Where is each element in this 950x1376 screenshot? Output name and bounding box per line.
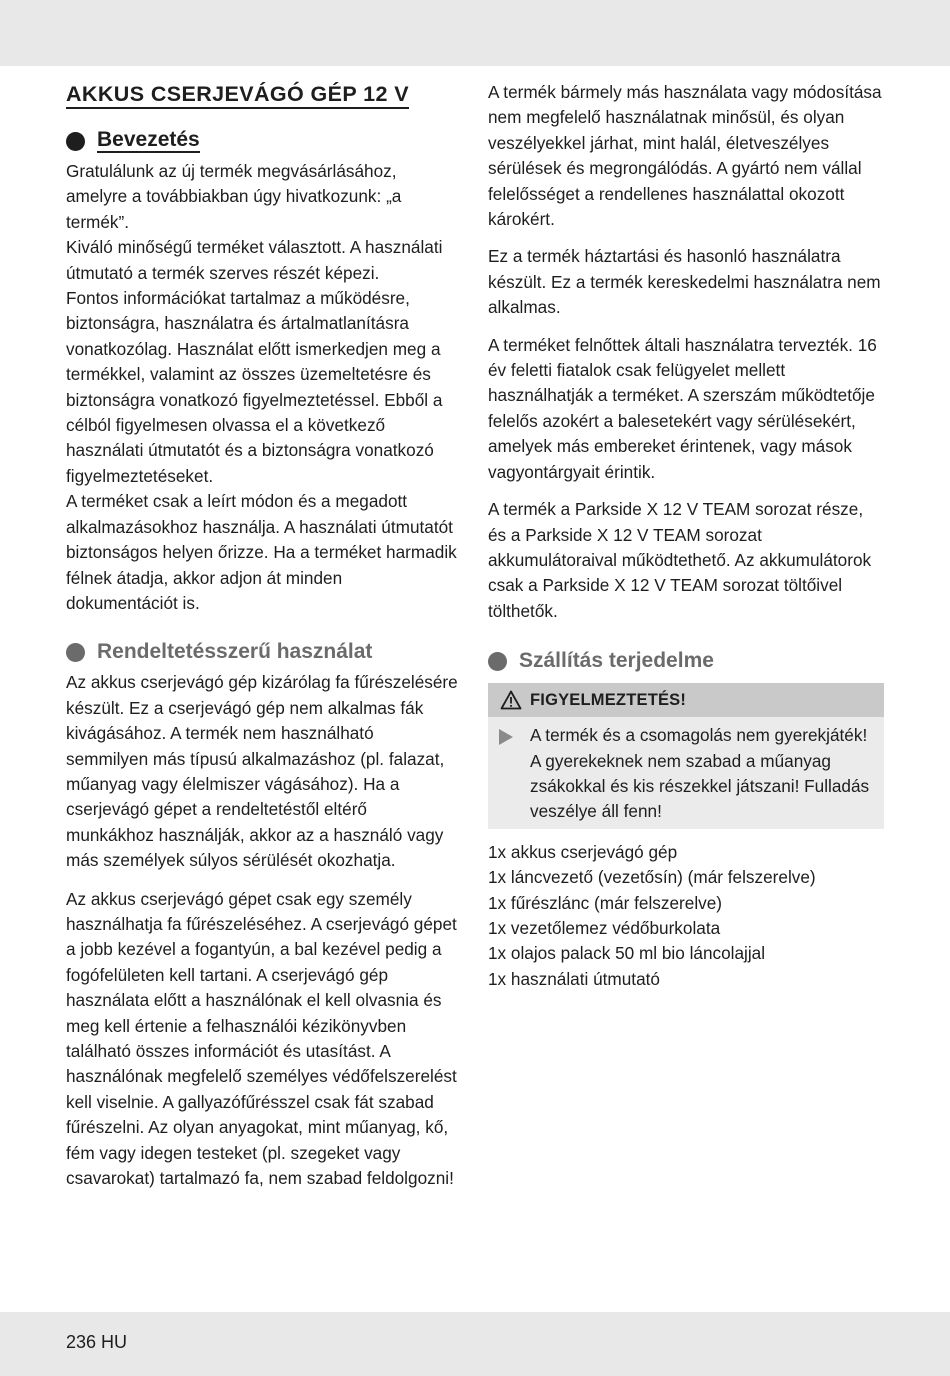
right-column	[488, 80, 884, 992]
section-heading-intro: Bevezetés	[66, 129, 458, 153]
bullet-dot-icon	[488, 652, 507, 671]
list-item: 1x akkus cserjevágó gép	[488, 841, 678, 862]
intended-use-paragraph-1: Az akkus cserjevágó gép kizárólag fa fűrészelésére készült. Ez a cserjevágó gép nem alkalmas fák kivágásához. A termék nem használható semmilyen más típusú alkalmazáshoz (pl. falazat, műanyag vagy élelmiszer vágásához). Ha a cserjevágó gépet a rendeltetéstől eltérő munkákhoz használják, akkor az a használó vagy más személyek súlyos sérülését okozhatja.	[66, 672, 458, 871]
page-number: 236 HU	[66, 1332, 128, 1352]
warning-header	[488, 683, 884, 717]
warning-title: FIGYELMEZTETÉS!	[530, 690, 687, 709]
bullet-dot-icon	[66, 643, 85, 662]
list-item: 1x láncvezető (vezetősín) (már felszerelve)	[488, 867, 816, 888]
delivery-list	[488, 840, 884, 992]
battery-paragraph: A termék a Parkside X 12 V TEAM sorozat része, és a Parkside X 12 V TEAM sorozat akkumulátoraival működtethető. Az akkumulátorok csak a Parkside X 12 V TEAM sorozat töltőivel tölthetők.	[488, 499, 872, 621]
bullet-dot-icon	[66, 132, 85, 151]
section-heading-delivery: Szállítás terjedelme	[488, 649, 884, 673]
misuse-paragraph: A termék bármely más használata vagy módosítása nem megfelelő használatnak minősül, és olyan veszélyekkel járhat, mint halál, életveszélyes sérülések és megrongálódás. A gyártó nem vállal felelősséget a rendellenes használattal okozott károkért.	[488, 82, 882, 230]
warning-triangle-icon	[500, 690, 522, 710]
footer-band	[0, 1312, 950, 1376]
section-heading-intended-use: Rendeltetésszerű használat	[66, 640, 458, 664]
intro-paragraph: Gratulálunk az új termék megvásárlásához, amelyre a továbbiakban úgy hivatkozunk: „a termék”. Kiváló minőségű terméket választott. A használati útmutató a termék szerves részét képezi. Fontos információkat tartalmaz a működésre, biztonságra, használatra és ártalmatlanításra vonatkozólag. Használat előtt ismerkedjen meg a termékkel, valamint az összes üzemeltetésre és biztonságra vonatkozó figyelmeztetéssel. Ebből a célból figyelmesen olvassa el a következő használati útmutatót és a biztonságra vonatkozó figyelmeztetéseket. A terméket csak a leírt módon és a megadott alkalmazásokhoz használja. A használati útmutatót biztonságos helyen őrizze. Ha a terméket harmadik félnek átadja, akkor adjon át minden dokumentációt is.	[66, 161, 457, 613]
page-title: AKKUS CSERJEVÁGÓ GÉP 12 V	[66, 82, 458, 107]
intended-use-paragraph-2: Az akkus cserjevágó gépet csak egy személy használhatja fa fűrészeléséhez. A cserjevágó gépet a jobb kezével a fogantyún, a bal kezével pedig a fogófelületen kell tartani. A cserjevágó gép használata előtt a használónak el kell olvasnia és meg kell értenie a felhasználói kézikönyvben található összes információt és utasítást. A használónak megfelelő személyes védőfelszerelést kell viselnie. A gallyazófűrésszel csak fát szabad fűrészelni. Az olyan anyagokat, mint műanyag, kő, fém vagy idegen testeket (pl. szegeket vagy csavarokat) tartalmazó fa, nem szabad feldolgozni!	[66, 888, 457, 1189]
adults-paragraph: A terméket felnőttek általi használatra tervezték. 16 év feletti fiatalok csak felügyelet mellett használhatják a terméket. A szerszám működtetője felelős azokért a balesetekért vagy sérülésekért, amelyek más embereket érintenek, vagy mások vagyontárgyait érintik.	[488, 334, 877, 482]
list-item: 1x olajos palack 50 ml bio láncolajjal	[488, 943, 766, 964]
list-item: 1x használati útmutató	[488, 968, 660, 989]
warning-text: A termék és a csomagolás nem gyerekjáték! A gyerekeknek nem szabad a műanyag zsákokkal és kis részekkel játszani! Fulladás veszélye áll fenn!	[530, 725, 870, 822]
list-item: 1x fűrészlánc (már felszerelve)	[488, 892, 723, 913]
warning-box	[488, 683, 884, 829]
warning-body	[488, 717, 884, 829]
play-arrow-icon	[498, 729, 514, 745]
list-item: 1x vezetőlemez védőburkolata	[488, 917, 721, 938]
household-paragraph: Ez a termék háztartási és hasonló használatra készült. Ez a termék kereskedelmi használatra nem alkalmas.	[488, 246, 881, 318]
left-column	[66, 80, 458, 1191]
header-band	[0, 0, 950, 66]
